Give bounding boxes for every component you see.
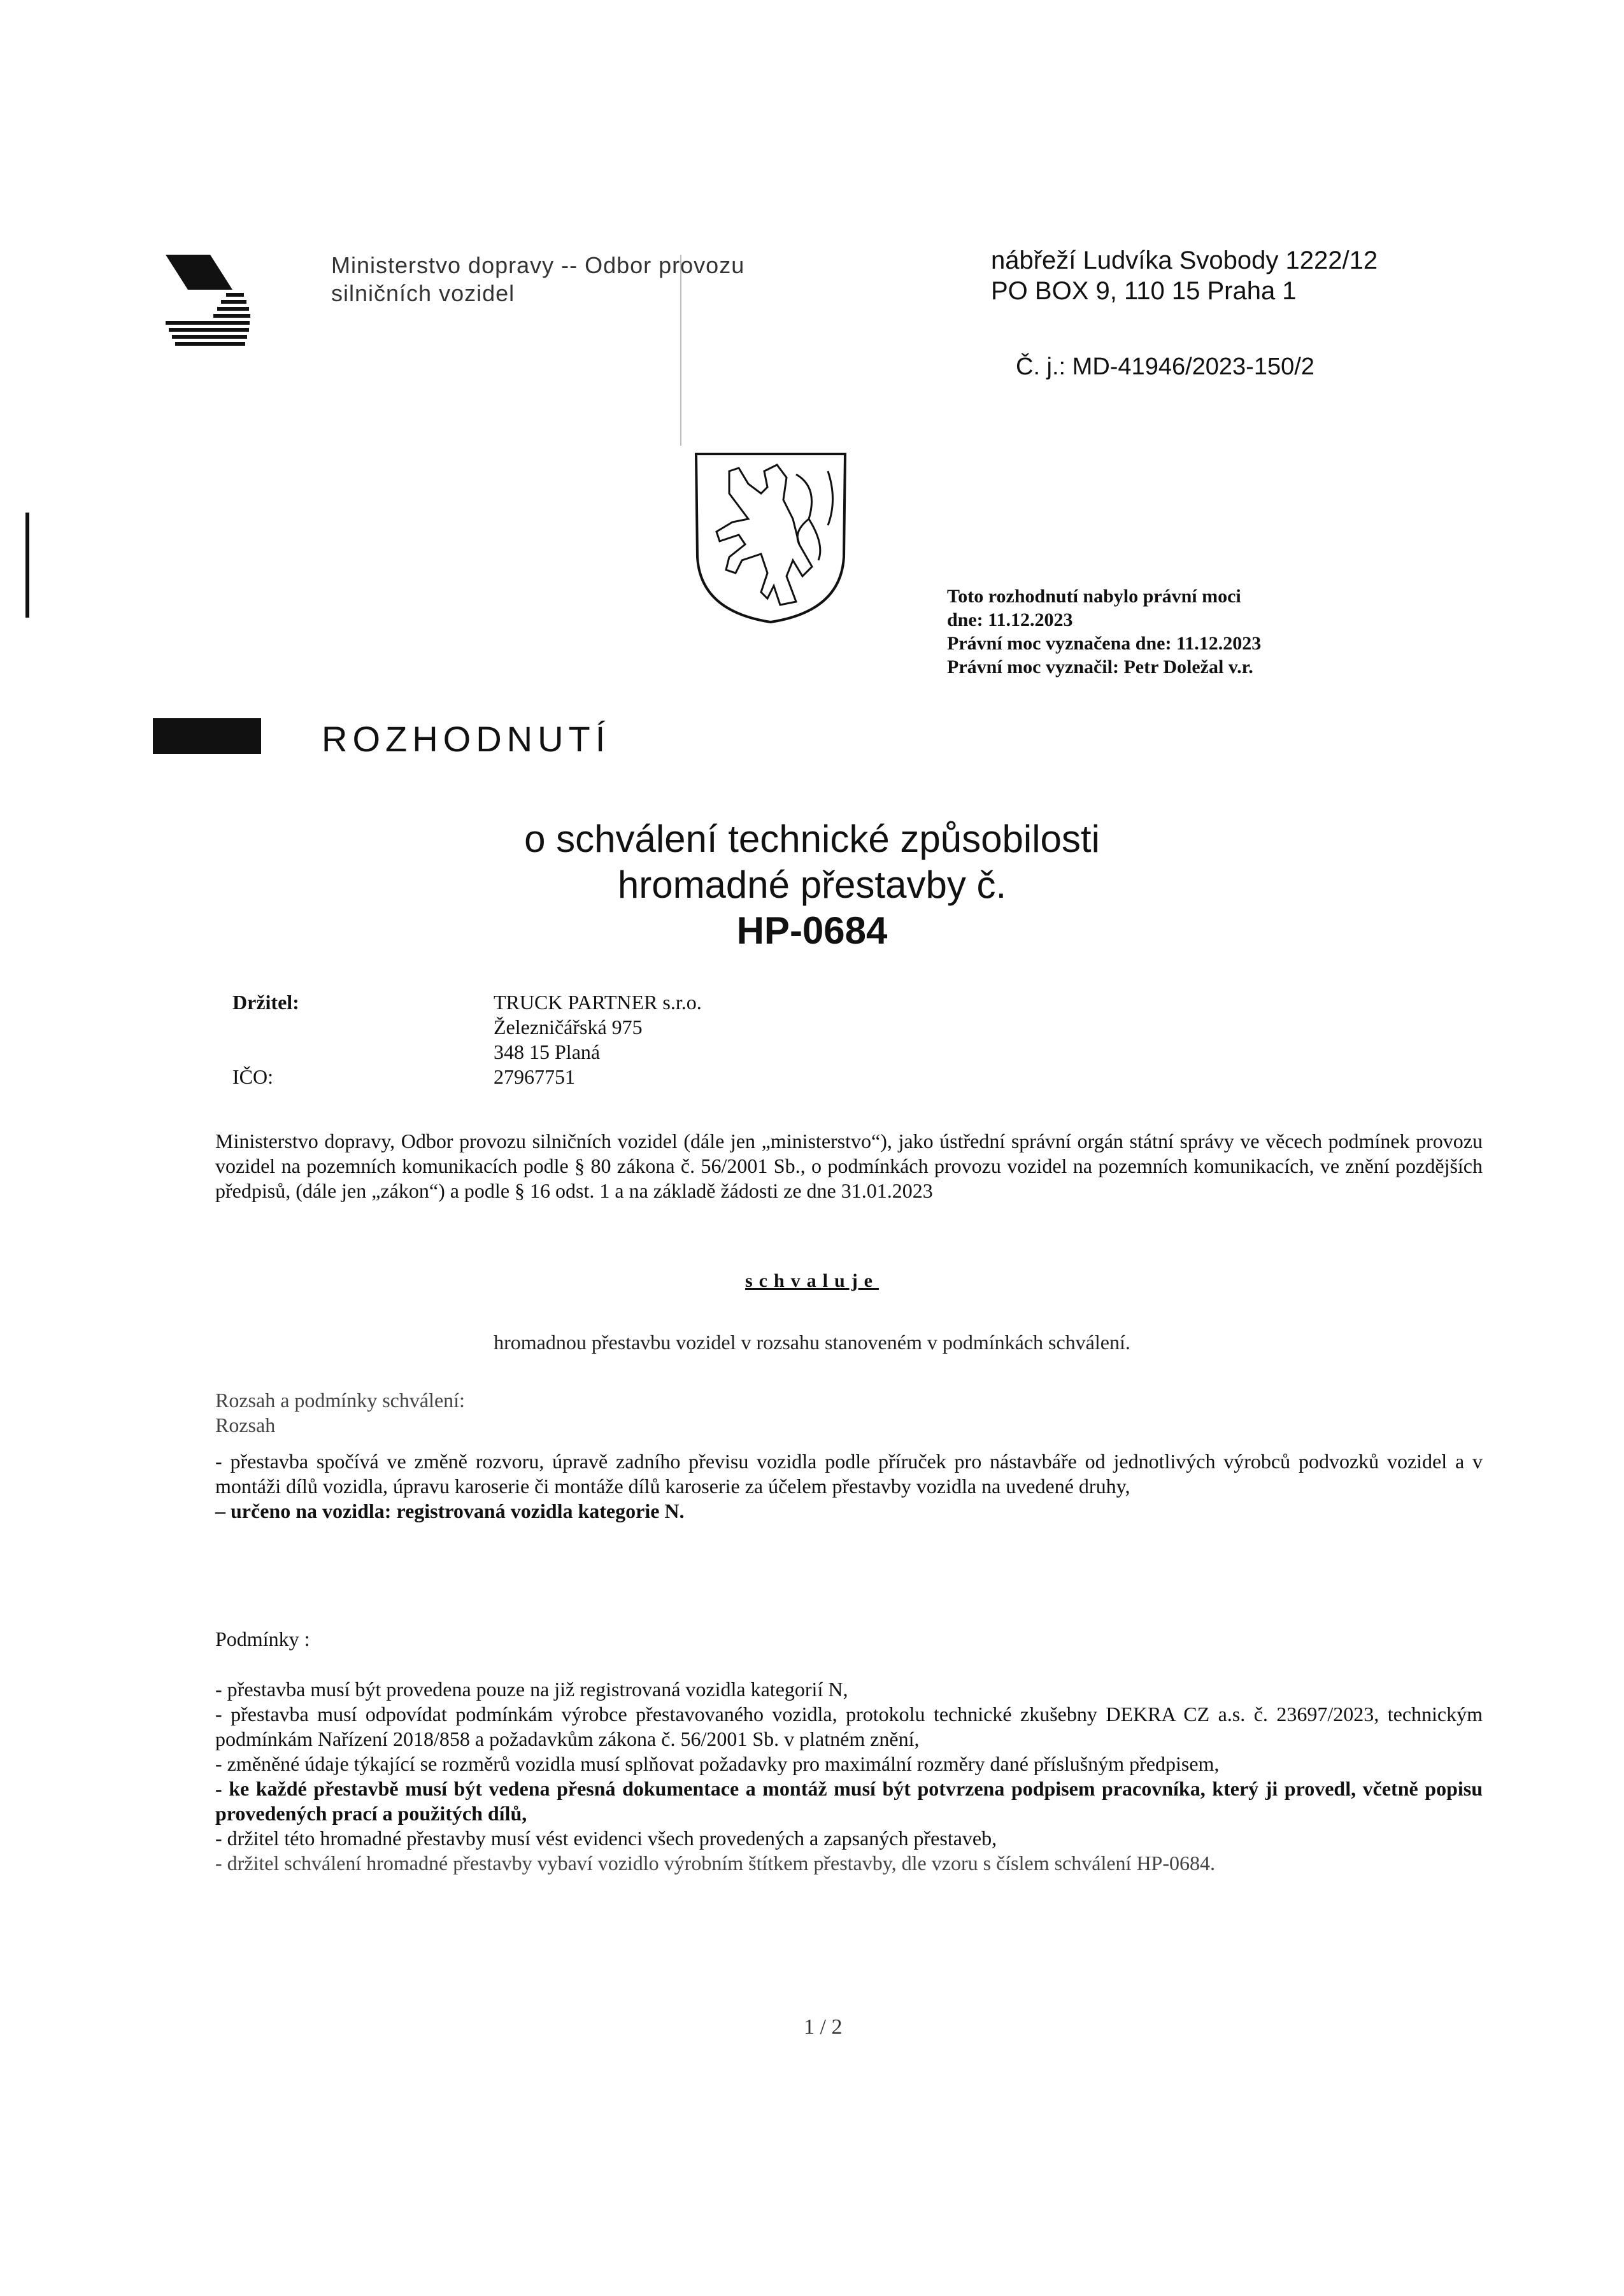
ministry-name-line-2: silničních vozidel <box>331 280 515 306</box>
intro-paragraph: Ministerstvo dopravy, Odbor provozu silničních vozidel (dále jen „ministerstvo“), jako ústřední správní orgán státní správy ve věcech podmínek provozu vozidel na pozemních komunikacích podle § 80 zákona č. 56/2001 Sb., o podmínkách provozu vozidel na pozemních komunikacích, ve znění pozdějších předpisů, (dále jen „zákon“) a podle § 16 odst. 1 a na základě žádosti ze dne 31.01.2023 <box>215 1130 1483 1202</box>
address-line-2: PO BOX 9, 110 15 Praha 1 <box>991 277 1297 305</box>
approval-number: HP-0684 <box>736 909 888 952</box>
holder-street: Železničářská 975 <box>494 1016 643 1038</box>
document-title: ROZHODNUTÍ <box>322 719 611 759</box>
ministry-logo-icon <box>162 252 328 353</box>
scope-subheading: Rozsah <box>215 1414 276 1436</box>
condition-item: - změněné údaje týkající se rozměrů vozidla musí splňovat požadavky pro maximální rozměry dané příslušným předpisem, <box>215 1752 1220 1775</box>
title-marker-block <box>153 718 261 754</box>
scope-section <box>215 1388 1483 1524</box>
reference-number: Č. j.: MD-41946/2023-150/2 <box>1016 353 1314 380</box>
address-line-1: nábřeží Ludvíka Svobody 1222/12 <box>991 246 1378 274</box>
legal-force-note <box>947 585 1261 679</box>
condition-item: - držitel schválení hromadné přestavby vybaví vozidlo výrobním štítkem přestavby, dle vzoru s číslem schválení HP-0684. <box>215 1852 1215 1874</box>
conditions-heading: Podmínky : <box>215 1627 310 1650</box>
condition-item: - ke každé přestavbě musí být vedena přesná dokumentace a montáž musí být potvrzena podpisem pracovníka, který ji provedl, včetně popisu provedených prací a použitých dílů, <box>215 1777 1483 1825</box>
ministry-name-line-1: Ministerstvo dopravy -- Odbor provozu <box>331 252 745 278</box>
holder-city: 348 15 Planá <box>494 1040 601 1063</box>
ico-value: 27967751 <box>494 1065 575 1088</box>
czech-lion-coat-of-arms-icon <box>691 449 850 627</box>
subtitle-line-1: o schválení technické způsobilosti <box>524 818 1100 860</box>
approval-verb: schvaluje <box>745 1270 879 1291</box>
scope-item: - přestavba spočívá ve změně rozvoru, úpravě zadního převisu vozidla podle příruček pro nástavbáře od jednotlivých výrobců podvozků vozidel a v montáži dílů vozidla, úpravu karoserie či montáže dílů karoserie za účelem přestavby vozidla na uvedené druhy, <box>215 1450 1483 1498</box>
condition-item: - přestavba musí odpovídat podmínkám výrobce přestavovaného vozidla, protokolu technické zkušebny DEKRA CZ a.s. č. 23697/2023, technickým podmínkám Nařízení 2018/858 a požadavkům zákona č. 56/2001 Sb. v platném znění, <box>215 1703 1483 1750</box>
ministry-name <box>331 252 744 308</box>
legal-force-line: dne: 11.12.2023 <box>947 609 1073 630</box>
ico-label: IČO: <box>232 1065 273 1088</box>
holder-label: Držitel: <box>232 991 299 1014</box>
conditions-section <box>215 1627 1483 1876</box>
page-indicator: 1 / 2 <box>804 2015 843 2039</box>
holder-company: TRUCK PARTNER s.r.o. <box>494 991 702 1014</box>
holder-block <box>232 990 702 1089</box>
document-subtitle <box>0 816 1624 954</box>
approval-description: hromadnou přestavbu vozidel v rozsahu stanoveném v podmínkách schválení. <box>494 1331 1130 1354</box>
scan-edge-mark <box>25 513 29 618</box>
subtitle-line-2: hromadné přestavby č. <box>617 863 1007 906</box>
scope-item: – určeno na vozidla: registrovaná vozidla kategorie N. <box>215 1499 685 1522</box>
condition-item: - přestavba musí být provedena pouze na již registrovaná vozidla kategorií N, <box>215 1678 848 1701</box>
condition-item: - držitel této hromadné přestavby musí vést evidenci všech provedených a zapsaných přestaveb, <box>215 1827 997 1850</box>
ministry-address <box>991 245 1378 306</box>
legal-force-line: Toto rozhodnutí nabylo právní moci <box>947 586 1241 607</box>
scope-heading: Rozsah a podmínky schválení: <box>215 1389 465 1412</box>
legal-force-line: Právní moc vyznačil: Petr Doležal v.r. <box>947 656 1253 677</box>
legal-force-line: Právní moc vyznačena dne: 11.12.2023 <box>947 633 1262 654</box>
